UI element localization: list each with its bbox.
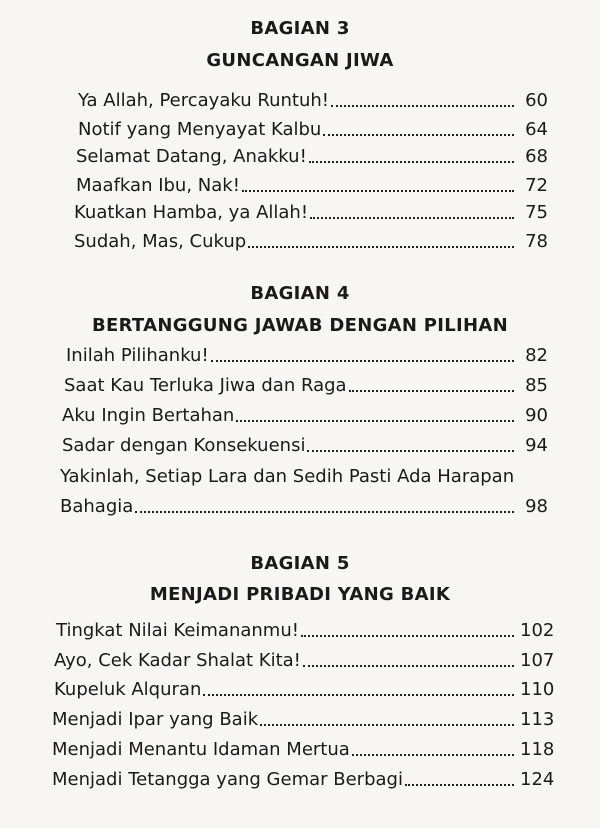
toc-entry[interactable] bbox=[52, 739, 555, 761]
dot-leader bbox=[248, 246, 514, 248]
section-title: GUNCANGAN JIWA bbox=[206, 50, 394, 71]
dot-leader bbox=[405, 784, 514, 786]
page-number: 98 bbox=[525, 496, 548, 517]
entry-title: Menjadi Tetangga yang Gemar Berbagi bbox=[52, 769, 403, 790]
entry-title: Kupeluk Alquran bbox=[54, 679, 202, 700]
entry-title: Menjadi Menantu Idaman Mertua bbox=[52, 739, 350, 760]
entry-title: Menjadi Ipar yang Baik bbox=[52, 709, 259, 730]
page-number: 68 bbox=[525, 146, 548, 167]
toc-entry[interactable] bbox=[74, 202, 548, 224]
page-number: 124 bbox=[520, 769, 555, 790]
dot-leader bbox=[349, 390, 514, 392]
entry-title-line[interactable]: Yakinlah, Setiap Lara dan Sedih Pasti Ada Harapan bbox=[60, 466, 515, 487]
toc-entry[interactable] bbox=[78, 119, 548, 141]
entry-title: Notif yang Menyayat Kalbu bbox=[78, 119, 322, 140]
toc-entry[interactable] bbox=[56, 620, 555, 642]
page-number: 90 bbox=[525, 405, 548, 426]
dot-leader bbox=[307, 450, 514, 452]
page-number: 64 bbox=[525, 119, 548, 140]
dot-leader bbox=[135, 511, 514, 513]
dot-leader bbox=[310, 217, 514, 219]
toc-entry[interactable] bbox=[76, 146, 548, 168]
toc-entry[interactable] bbox=[52, 709, 555, 731]
dot-leader bbox=[301, 635, 514, 637]
toc-entry[interactable] bbox=[52, 769, 555, 791]
entry-title: Inilah Pilihanku! bbox=[66, 345, 209, 366]
dot-leader bbox=[331, 105, 514, 107]
part-label: BAGIAN 5 bbox=[250, 553, 350, 574]
section-title: MENJADI PRIBADI YANG BAIK bbox=[149, 584, 451, 605]
toc-entry[interactable] bbox=[76, 175, 548, 197]
page-number: 107 bbox=[520, 650, 555, 671]
entry-title: Ayo, Cek Kadar Shalat Kita! bbox=[54, 650, 301, 671]
part-label: BAGIAN 3 bbox=[250, 18, 350, 39]
page-number: 94 bbox=[525, 435, 548, 456]
part-label: BAGIAN 4 bbox=[250, 283, 350, 304]
dot-leader bbox=[323, 134, 514, 136]
entry-title: Ya Allah, Percayaku Runtuh! bbox=[78, 90, 329, 111]
toc-entry[interactable] bbox=[74, 231, 548, 253]
toc-entry[interactable] bbox=[62, 435, 548, 457]
page-number: 60 bbox=[525, 90, 548, 111]
section-title: BERTANGGUNG JAWAB DENGAN PILIHAN bbox=[91, 315, 509, 336]
entry-title: Sadar dengan Konsekuensi bbox=[62, 435, 306, 456]
page-number: 78 bbox=[525, 231, 548, 252]
entry-title: Selamat Datang, Anakku! bbox=[76, 146, 307, 167]
toc-entry[interactable] bbox=[78, 90, 548, 112]
dot-leader bbox=[309, 161, 514, 163]
dot-leader bbox=[211, 360, 514, 362]
dot-leader bbox=[303, 665, 514, 667]
toc-entry[interactable] bbox=[54, 650, 555, 672]
entry-title: Kuatkan Hamba, ya Allah! bbox=[74, 202, 309, 223]
entry-title: Saat Kau Terluka Jiwa dan Raga bbox=[64, 375, 347, 396]
page-number: 102 bbox=[520, 620, 555, 641]
page-number: 110 bbox=[520, 679, 555, 700]
entry-title: Sudah, Mas, Cukup bbox=[74, 231, 247, 252]
dot-leader bbox=[203, 694, 514, 696]
page-number: 113 bbox=[520, 709, 555, 730]
page-number: 85 bbox=[525, 375, 548, 396]
page-number: 72 bbox=[525, 175, 548, 196]
dot-leader bbox=[352, 754, 514, 756]
entry-title: Maafkan Ibu, Nak! bbox=[76, 175, 240, 196]
dot-leader bbox=[242, 190, 514, 192]
toc-entry[interactable] bbox=[60, 496, 548, 518]
dot-leader bbox=[236, 420, 514, 422]
page-number: 82 bbox=[525, 345, 548, 366]
toc-entry[interactable] bbox=[62, 405, 548, 427]
entry-title: Tingkat Nilai Keimananmu! bbox=[56, 620, 299, 641]
dot-leader bbox=[260, 724, 514, 726]
toc-entry[interactable] bbox=[66, 345, 548, 367]
entry-title-continuation: Bahagia bbox=[60, 496, 134, 517]
page-number: 75 bbox=[525, 202, 548, 223]
page-number: 118 bbox=[520, 739, 555, 760]
toc-entry[interactable] bbox=[54, 679, 555, 701]
entry-title: Aku Ingin Bertahan bbox=[62, 405, 235, 426]
toc-entry[interactable] bbox=[64, 375, 548, 397]
